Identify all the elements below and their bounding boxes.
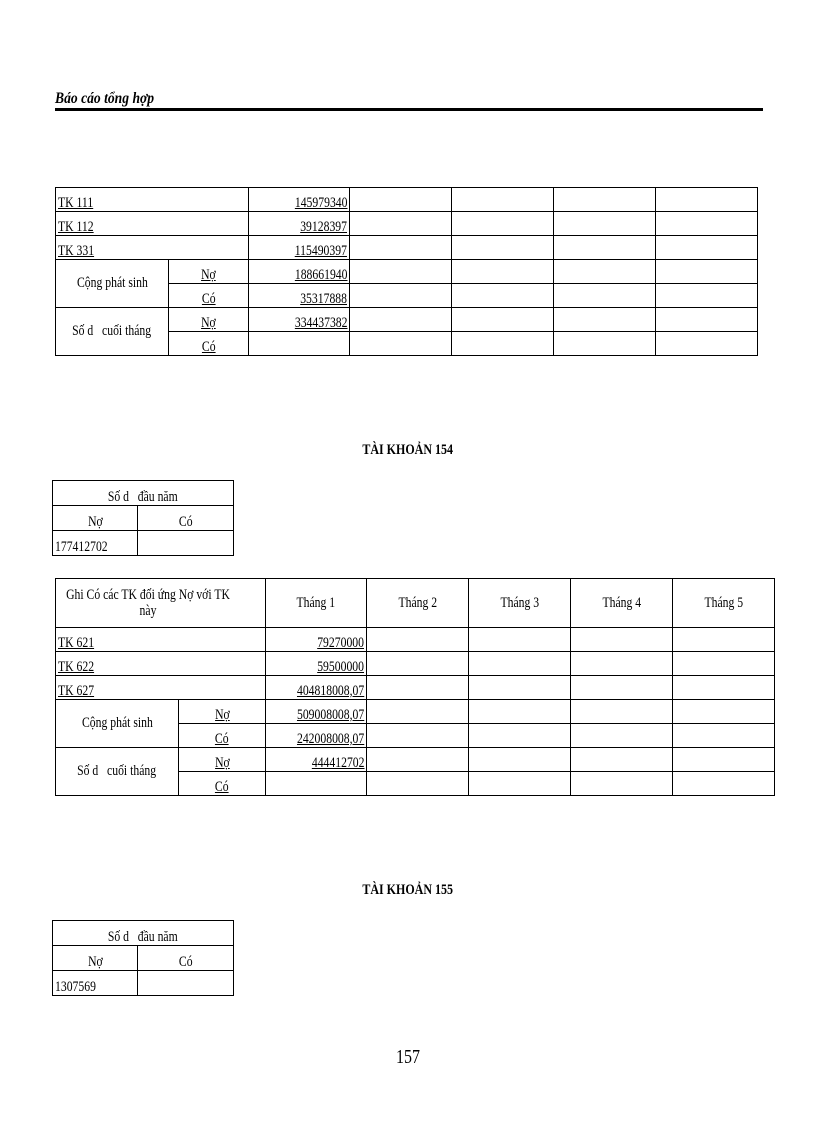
table-row <box>56 260 758 284</box>
no-label: Nợ <box>201 267 216 283</box>
table-row <box>56 628 775 652</box>
so-du-cuoi-label: Số d cuối tháng <box>72 323 152 339</box>
month-header: Tháng 4 <box>602 594 641 611</box>
so-du-cuoi-no-value: 334437382 <box>294 315 347 331</box>
table-row <box>56 652 775 676</box>
account-label: TK 621 <box>58 635 95 651</box>
month1-value: 404818008,07 <box>296 683 364 699</box>
account-label: TK 111 <box>58 195 94 211</box>
month-header: Tháng 1 <box>296 594 336 611</box>
no-label: Nợ <box>87 514 103 530</box>
opening-header: Số d đầu năm <box>108 929 178 945</box>
month-header: Tháng 2 <box>398 594 437 611</box>
month1-value: 115490397 <box>294 243 347 259</box>
account-label: TK 112 <box>58 219 94 235</box>
account-label: TK 331 <box>58 243 95 259</box>
table-row <box>56 676 775 700</box>
month-header: Tháng 3 <box>500 594 539 611</box>
no-label: Nợ <box>201 315 216 331</box>
header-label: Ghi Có các TK đối ứng Nợ với TK này <box>66 586 230 619</box>
no-label: Nợ <box>214 755 230 771</box>
cong-phat-sinh-label: Cộng phát sinh <box>81 715 153 731</box>
cong-phat-sinh-co-value: 35317888 <box>300 291 347 307</box>
co-label: Có <box>215 731 229 747</box>
so-du-cuoi-no-value: 444412702 <box>311 755 364 771</box>
co-label: Có <box>201 339 216 355</box>
table-row <box>56 308 758 332</box>
co-label: Có <box>201 291 216 307</box>
month-header: Tháng 5 <box>704 594 743 611</box>
co-label: Có <box>178 514 193 530</box>
page-number <box>0 1046 816 1069</box>
opening-no-value: 177412702 <box>55 539 108 555</box>
co-label: Có <box>215 779 229 795</box>
so-du-cuoi-label: Số d cuối tháng <box>77 763 157 779</box>
section-title-text: TÀI KHOẢN 154 <box>362 442 454 458</box>
opening-balance-table-155 <box>52 920 234 996</box>
month1-value: 39128397 <box>300 219 347 235</box>
section-title-tk154 <box>0 442 816 459</box>
month1-value: 145979340 <box>294 195 347 211</box>
month1-value: 79270000 <box>317 635 364 651</box>
co-label: Có <box>178 954 193 970</box>
header-divider <box>55 108 763 111</box>
section-title-text: TÀI KHOẢN 155 <box>362 882 454 898</box>
account-label: TK 622 <box>58 659 95 675</box>
no-label: Nợ <box>214 707 230 723</box>
table-row <box>56 212 758 236</box>
no-label: Nợ <box>87 954 103 970</box>
cong-phat-sinh-no-value: 509008008,07 <box>296 707 364 723</box>
table-row <box>56 236 758 260</box>
table-row <box>56 188 758 212</box>
opening-balance-table-154 <box>52 480 234 556</box>
cong-phat-sinh-no-value: 188661940 <box>294 267 347 283</box>
page-number-text: 157 <box>396 1046 420 1068</box>
table-header-row <box>56 579 775 628</box>
cong-phat-sinh-co-value: 242008008,07 <box>296 731 364 747</box>
opening-header: Số d đầu năm <box>108 489 178 505</box>
section-title-tk155 <box>0 882 816 899</box>
table-row <box>56 748 775 772</box>
opening-no-value: 1307569 <box>55 979 96 995</box>
month1-value: 59500000 <box>317 659 364 675</box>
account-label: TK 627 <box>58 683 95 699</box>
ledger-table-continued <box>55 187 758 356</box>
report-header-title: Báo cáo tổng hợp <box>55 90 155 107</box>
cong-phat-sinh-label: Cộng phát sinh <box>76 275 148 291</box>
ledger-table-154 <box>55 578 775 796</box>
table-row <box>56 700 775 724</box>
